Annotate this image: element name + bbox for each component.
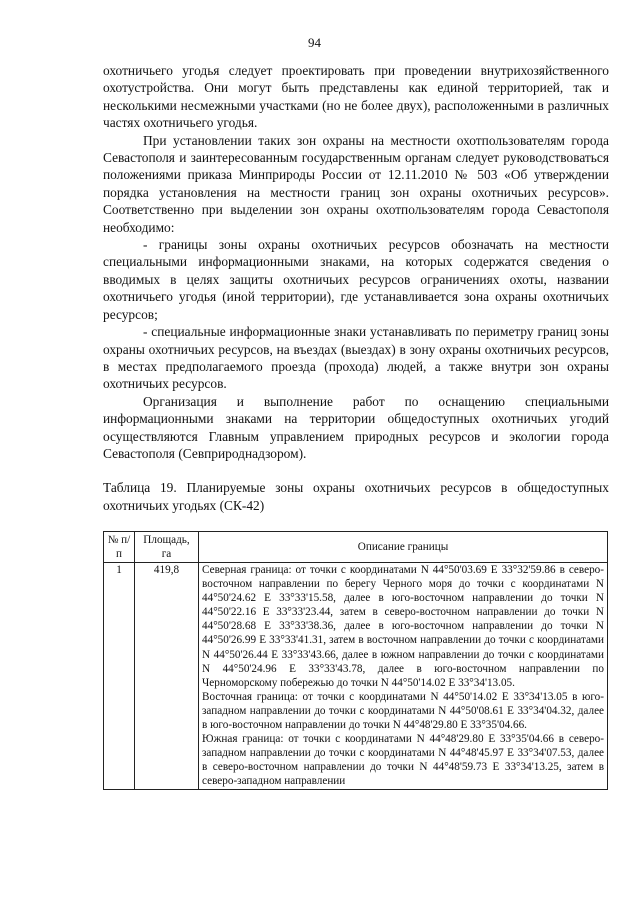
- header-area: Площадь, га: [135, 532, 199, 563]
- header-num: № п/п: [104, 532, 135, 563]
- list-item: - границы зоны охраны охотничьих ресурсов обозначать на местности специальными информационными знаками, на которых содержатся сведения о вводимых в целях защиты охотничьих ресурсов ограничениях охоты, названии охотничьего угодья (иной территории), где устанавливается зона охраны охотничьих ресурсов;: [103, 237, 609, 322]
- header-description: Описание границы: [199, 532, 608, 563]
- paragraph: При установлении таких зон охраны на местности охотпользователям города Севастополя и заинтересованным государственным органам следует руководствоваться положениями приказа Минприроды России от 12.11.2010 № 503 «Об утверждении порядка установления на местности границ зон охраны охотничьих ресурсов». Соответственно при выделении зон охраны охотпользователям города Севастополя необходимо:: [103, 132, 609, 235]
- table-row: [104, 563, 608, 790]
- north-boundary: Северная граница: от точки с координатами N 44°50'03.69 E 33°32'59.86 в северо-восточном направлении по берегу Черного моря до точки с координатами N 44°50'24.62 E 33°33'15.58, далее в юго-восточном направлении до точки N 44°50'22.16 E 33°33'23.44, затем в северо-восточном направлении до точки N 44°50'28.68 E 33°33'38.36, далее в юго-восточном направлении до точки N 44°50'26.99 E 33°33'41.31, затем в восточном направлении до точки с координатами N 44°50'26.44 E 33°33'43.66, далее в южном направлении до точки с координатами N 44°50'24.96 E 33°33'43.78, далее в юго-восточном направлении по Черноморскому побережью до точки N 44°50'14.02 E 33°34'13.05.: [202, 564, 604, 689]
- east-boundary: Восточная граница: от точки с координатами N 44°50'14.02 E 33°34'13.05 в юго-западном направлении до точки с координатами N 44°50'08.61 E 33°34'04.32, далее в юго-восточном направлении до точки N 44°48'29.80 E 33°35'04.66.: [202, 690, 604, 732]
- cell-area: 419,8: [135, 563, 199, 790]
- paragraph: Организация и выполнение работ по оснащению специальными информационными знаками на территории общедоступных охотничьих угодий осуществляются Главным управлением природных ресурсов и экологии города Севастополя (Севприроднадзором).: [103, 393, 609, 461]
- table-caption: Таблица 19. Планируемые зоны охраны охотничьих ресурсов в общедоступных охотничьих угодьях (СК-42): [103, 480, 609, 513]
- boundary-table: [103, 531, 608, 790]
- body-text: [103, 62, 609, 462]
- list-item: - специальные информационные знаки устанавливать по периметру границ зоны охраны охотничьих ресурсов, на въездах (выездах) в зону охраны охотничьих ресурсов, в местах предполагаемого проезда (прохода) людей, а также внутри зон охраны охотничьих ресурсов.: [103, 324, 609, 392]
- table-header-row: [104, 532, 608, 563]
- paragraph: охотничьего угодья следует проектировать при проведении внутрихозяйственного охотустройства. Они могут быть представлены как единой территорией, так и несколькими несмежными участками (но не более двух), расположенными в различных частях охотничьего угодья.: [103, 63, 609, 131]
- page-number: 94: [308, 35, 321, 50]
- cell-description: [199, 563, 608, 790]
- cell-num: 1: [104, 563, 135, 790]
- south-boundary: Южная граница: от точки с координатами N 44°48'29.80 E 33°35'04.66 в северо-западном направлении до точки с координатами N 44°48'45.97 E 33°34'07.53, далее в северо-восточном направлении до точки N 44°48'59.73 E 33°34'13.25, затем в северо-западном направлении: [202, 733, 604, 788]
